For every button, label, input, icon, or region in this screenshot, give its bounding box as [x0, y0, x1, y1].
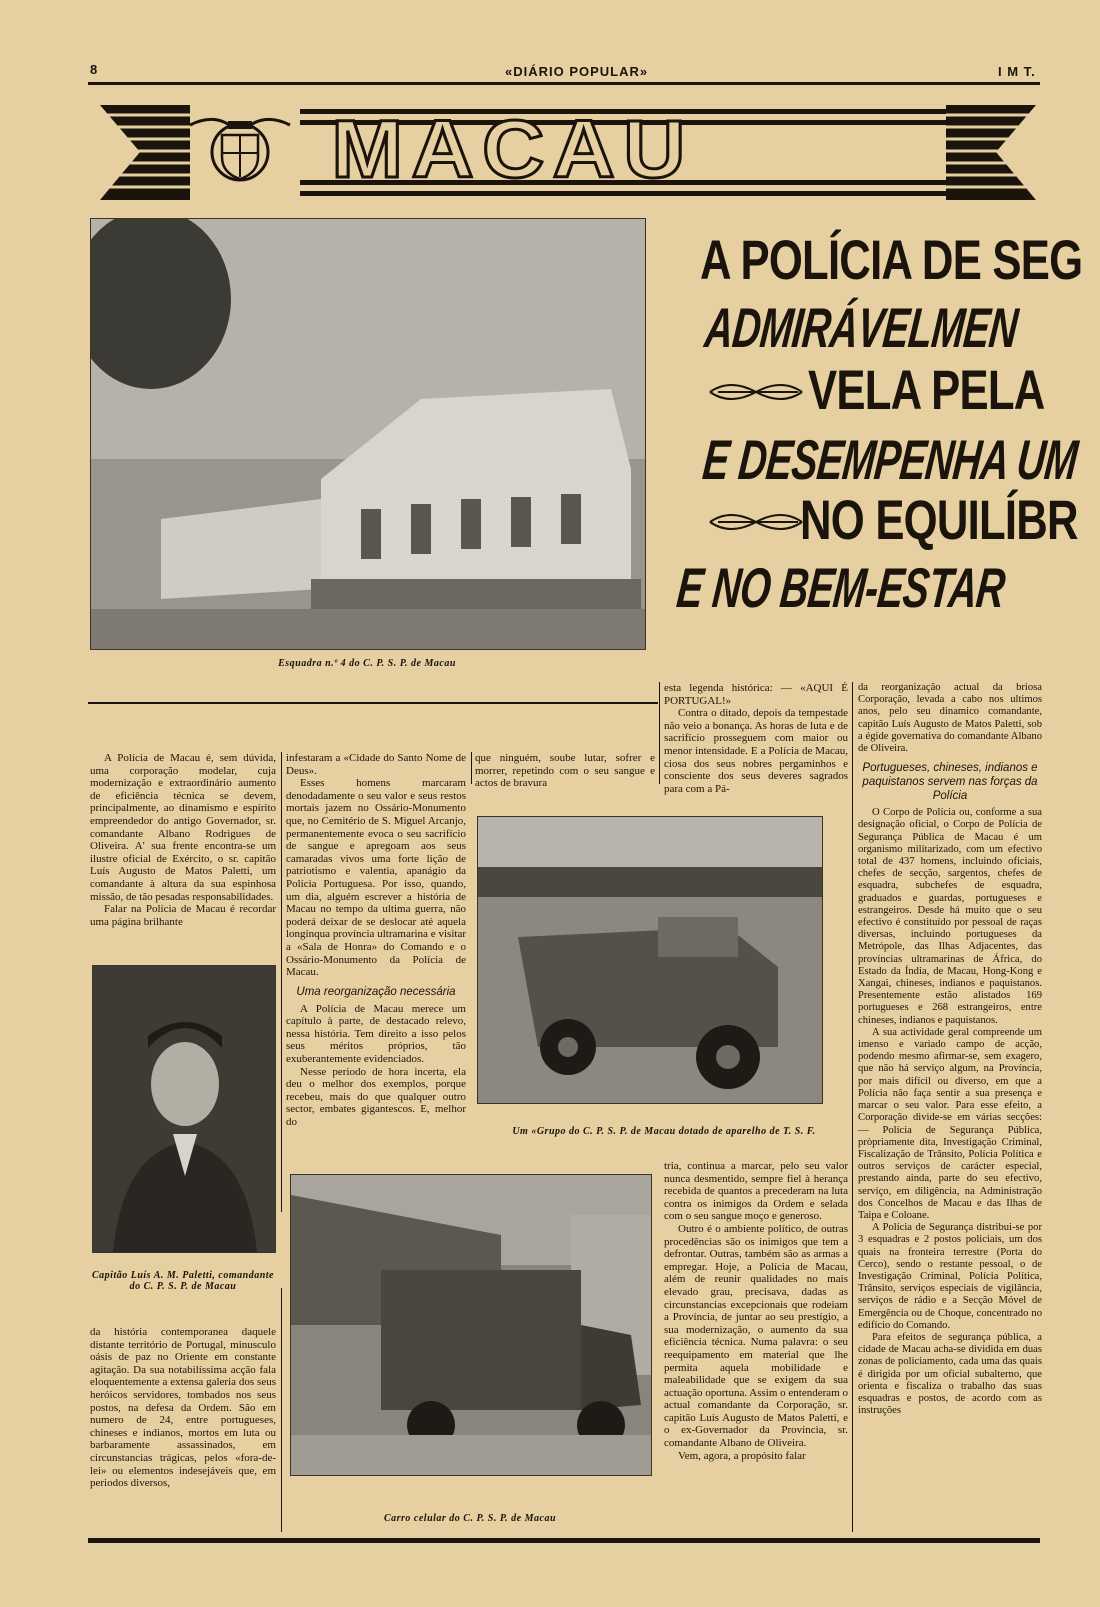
paragraph: da reorganização actual da briosa Corporação, levada a cabo nos ultimos anos, pelo seu dinamico comandante, capitão Luís Augusto de Matos Paletti, sob a égide governativa do comandante Albano de Oliveira. [858, 682, 1042, 755]
column-rule [281, 752, 282, 1212]
paragraph: Vem, agora, a propósito falar [678, 1449, 806, 1462]
paragraph: Falar na Polícia de Macau é recordar uma página brilhante [90, 903, 276, 928]
paragraph: Esses homens marcaram denodadamente o seu valor e seus restos mortais jazem no Ossário-Monumento que, no Cemitério de S. Miguel Arcanjo, permanentemente evoca o seu sacrifício de sangue e apregoam aos seus camaradas vivos uma forte lição de patriotismo e valentia, apanágio da Polícia Portuguesa. Por isso, quando, um dia, alguém escrever a história de Macau no tempo da ultima guerra, não poderá deixar de se deslocar até aquela longínqua província ultramarina e visitar a «Sala de Honra» do Comando e o Ossário-Monumento da Polícia de Macau. [286, 777, 466, 979]
column-rule [281, 1288, 282, 1532]
paragraph: que ninguém, soube lutar, sofrer e morrer, repetindo com o seu sangue e actos de bravura [475, 752, 655, 790]
captain-portrait-photo [92, 965, 276, 1253]
paragraph: Nesse periodo de hora incerta, ela deu o melhor dos exemplos, porque recebeu, mais do que qualquer outro sector, embates gigantescos. E, melhor do [286, 1065, 466, 1129]
paragraph: da história contemporanea daquele distante território de Portugal, minusculo oásis de paz no Oriente em constante agitação. Da sua notabilíssima acção fala eloquentemente a extensa galeria dos seus heróicos servidores, tombados nos seus postos, na defesa da Ordem. São em numero de 24, entre portugueses, chineses e indianos, mortos em luta ou barbaramente assassinados, em circunstancias trágicas, pelos «fora-de-lei» ou elementos indesejáveis que, em periodos diversos, [90, 1326, 276, 1490]
edition-mark: I M T. [998, 64, 1036, 79]
footer-rule [88, 1538, 1040, 1543]
flourish-icon [708, 372, 804, 417]
headline-line-5: NO EQUILÍBR [800, 488, 1078, 551]
column-rule [852, 682, 853, 1532]
paragraph: Para efeitos de segurança pública, a cidade de Macau acha-se dividida em duas zonas de policiamento, cada uma das quais é dirigida por um oficial subalterno, que orienta e fiscaliza o trabalho das suas esquadras e postos, de acordo com as instruções [858, 1331, 1042, 1417]
photo-rule [88, 702, 658, 704]
police-station-photo [90, 218, 646, 650]
paragraph: esta legenda histórica: — «AQUI É PORTUGAL!» [664, 682, 848, 707]
paragraph: O Corpo de Polícia ou, conforme a sua designação oficial, o Corpo de Polícia de Segurança Pública de Macau é um organismo militarizado, com um efectivo total de 437 homens, incluindo oficiais, chefes de secção, sargentos, chefes de esquadra, subchefes de esquadra, graduados e guardas, portugueses e estrangeiros. Desde há muito que o seu efectivo é constituído por pessoal de raças diversas, incluindo portugueses da Metrópole, das Ilhas Adjacentes, das províncias ultramarinas de África, do Estado da Índia, de Macau, Hong-Kong e Xangai, chineses, indianos e paquistanos. Presentemente estão alistados 169 portugueses e 268 estrangeiros, entre chineses, indianos e paquistanos. [858, 807, 1042, 1026]
column-rule [471, 752, 472, 784]
article-column-1 [90, 752, 276, 928]
portrait-image-icon [93, 966, 275, 1252]
macau-banner [100, 105, 1036, 200]
article-column-4-bottom [664, 1160, 848, 1462]
headline-line-6: E NO BEM-ESTAR [674, 556, 1008, 619]
paragraph: A Polícia de Segurança distribui-se por 3 esquadras e 2 postos policiais, um dos quais na fronteira terrestre (Porta do Cerco), sendo o restante pessoal, o de Investigação Criminal, Polícia Política, Trânsito, serviços especiais de vigilância, serviços de rádio e a Secção Móvel de Emergência ou de Choque, concentrado no edifício do Comando. [858, 1222, 1042, 1331]
article-column-4 [664, 682, 848, 795]
paragraph: A Polícia de Macau é, sem dúvida, uma corporação modelar, cuja modernização e extraordinário aumento de eficiência técnica se devem, principalmente, ao dinamismo e espírito empreendedor do antigo Governador, sr. comandante Albano Rodrigues de Oliveira. A' sua frente encontra-se um ilustre oficial de Exército, o sr. capitão Luís Augusto de Matos Paletti, um comandante à altura da sua espinhosa missão, de tão pesadas responsabilidades. [90, 752, 276, 903]
flourish-icon [708, 502, 804, 547]
article-column-1-bottom [90, 1326, 276, 1490]
subheading: Portugueses, chineses, indianos e paquistanos servem nas forças da Polícia [862, 762, 1038, 803]
article-column-5 [858, 682, 1042, 1417]
building-image-icon [91, 219, 645, 649]
captain-caption: Capitão Luís A. M. Paletti, comandante do C. P. S. P. de Macau [92, 1270, 274, 1292]
paragraph: infestaram a «Cidade do Santo Nome de Deus». [286, 752, 466, 777]
headline-line-4: E DESEMPENHA UM [700, 428, 1080, 491]
jeep-caption: Um «Grupo do C. P. S. P. de Macau dotado de aparelho de T. S. F. [512, 1126, 816, 1137]
paragraph: Contra o ditado, depois da tempestade não veio a bonança. As horas de luta e de sacrifício prosseguem com maior ou menor intensidade. E a Polícia de Macau, ciosa dos seus nobres pergaminhos e consciente dos seus deveres sagrados para com a Pá- [664, 707, 848, 795]
van-caption: Carro celular do C. P. S. P. de Macau [383, 1513, 557, 1524]
paragraph: Outro é o ambiente político, de outras procedências são os inimigos que tem a defrontar. Outras, também são as armas a empregar. Hoje, a Polícia de Macau, além de reunir qualidades no mais elevado grau, precisava, dadas as circunstancias excepcionais que rodeiam a Província, de juntar ao seu prestígio, a sua modernização, o aumento da sua eficiência técnica. Numa palavra: o seu reequipamento em material que lhe permita aquela mobilidade e maleabilidade que se exigem da sua actuação oportuna. Assim o entenderam o actual comandante da Corporação, sr. capitão Luís Augusto de Matos Paletti, e o ex-Governador da Província, sr. comandante Albano de Oliveira. [664, 1222, 848, 1450]
jeep-image-icon [478, 817, 822, 1103]
van-image-icon [291, 1175, 651, 1475]
paragraph: A sua actividade geral compreende um imenso e variado campo de acção, podendo mesmo afirmar-se, sem exagero, que não há serviço algum, na Província, por mais difícil ou diverso, em que a Polícia não faça sentir a sua presença e marcar o seu valor. Para esse efeito, a Corporação divide-se em várias secções: — Polícia de Segurança Pública, pròpriamente dita, Investigação Criminal, Fiscalização de Trânsito, Polícia Política e outros serviços de carácter especial, prestando ainda, parte do seu efectivo, serviço, em diligência, na Administração dos Concelhos de Macau e das Ilhas de Taipa e Coloane. [858, 1026, 1042, 1221]
article-column-2 [286, 752, 466, 1129]
headline-line-3: VELA PELA [808, 358, 1045, 421]
banner-title: MACAU [331, 104, 694, 195]
newspaper-name: «DIÁRIO POPULAR» [505, 64, 649, 79]
paragraph: tria, continua a marcar, pelo seu valor nunca desmentido, sempre fiel à herança recebida de quantos a precederam na luta contra os inimigos da Ordem e selada com o seu sangue moço e generoso. [664, 1160, 848, 1223]
article-column-3 [475, 752, 655, 790]
subheading: Uma reorganização necessária [296, 985, 456, 998]
coat-of-arms-icon [212, 121, 268, 180]
police-jeep-photo [477, 816, 823, 1104]
column-rule [659, 682, 660, 784]
police-van-photo [290, 1174, 652, 1476]
header-rule [88, 82, 1040, 85]
page-number: 8 [90, 62, 99, 77]
headline-line-1: A POLÍCIA DE SEG [700, 228, 1083, 291]
paragraph: A Polícia de Macau merece um capítulo à parte, de destacado relevo, nessa história. Tem direito a isso pelos seus méritos próprios, tão exuberantemente evidenciados. [286, 1002, 466, 1066]
station-caption: Esquadra n.º 4 do C. P. S. P. de Macau [278, 658, 456, 669]
headline-line-2: ADMIRÁVELMEN [702, 296, 1021, 359]
